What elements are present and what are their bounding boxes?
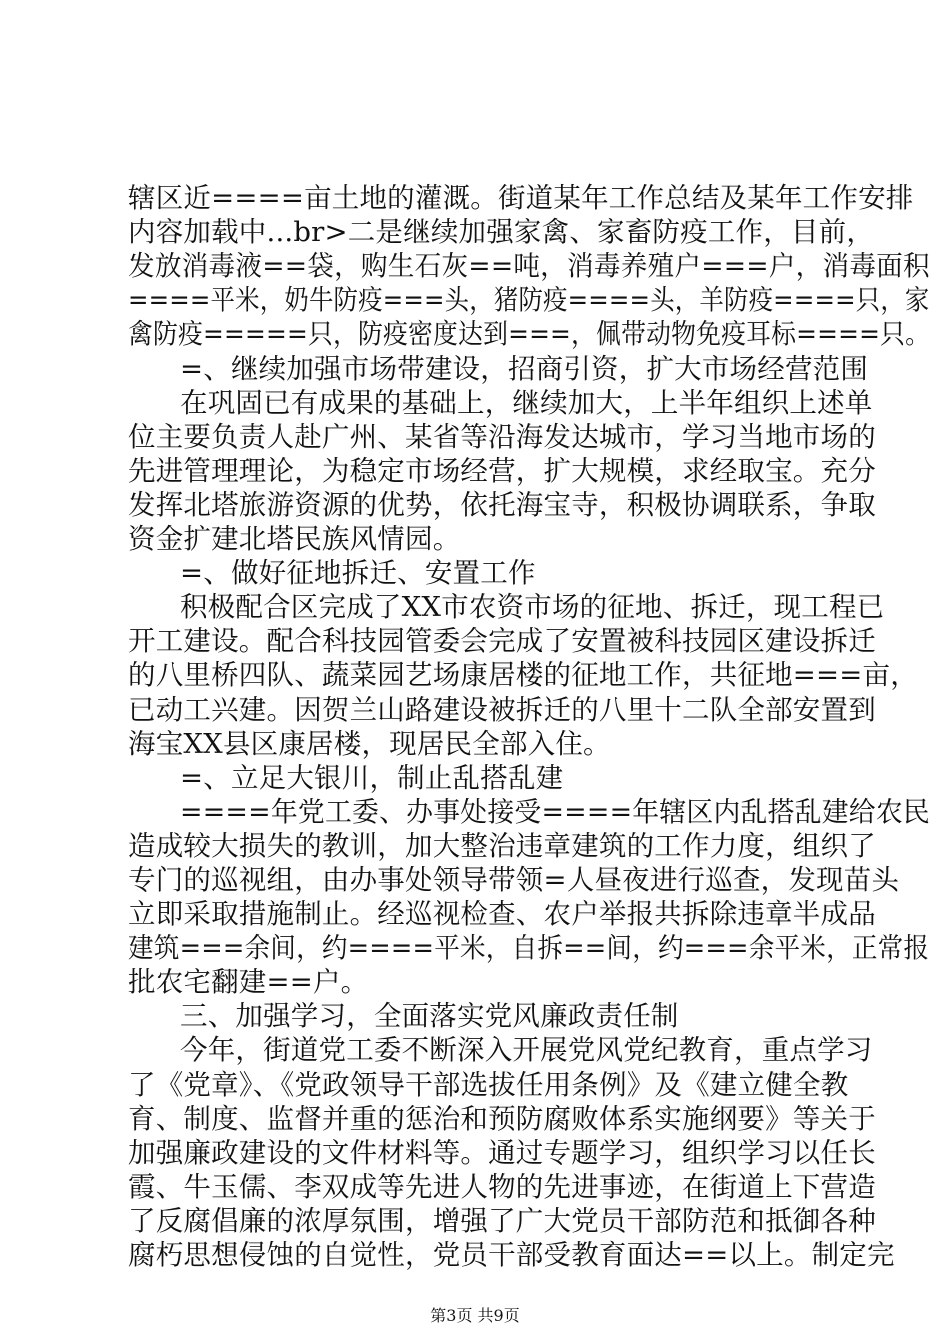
section-heading: =、立足大银川，制止乱搭乱建 [180,761,564,794]
body-text-line: 在巩固已有成果的基础上，继续加大，上半年组织上述单 [180,386,873,419]
body-text-line: 专门的巡视组，由办事处领导带领=人昼夜进行巡查，发现苗头 [128,863,900,896]
body-text-line: 积极配合区完成了XX市农资市场的征地、拆迁，现工程已 [180,591,885,624]
body-text-line: 发放消毒液==袋，购生石灰==吨，消毒养殖户===户，消毒面积 [128,250,930,283]
body-text-line: 今年，街道党工委不断深入开展党风党纪教育，重点学习 [180,1034,873,1067]
body-text-line: 霞、牛玉儒、李双成等先进人物的先进事迹，在街道上下营造 [128,1170,876,1203]
body-text-line: 海宝XX县区康居楼，现居民全部入住。 [128,727,611,760]
section-heading: =、继续加强市场带建设，招商引资，扩大市场经营范围 [180,352,869,385]
body-text-line: 腐朽思想侵蚀的自觉性，党员干部受教育面达==以上。制定完 [128,1239,895,1271]
body-text-line: 的八里桥四队、蔬菜园艺场康居楼的征地工作，共征地===亩， [128,659,918,692]
body-text-line: 建筑===余间，约====平米，自拆==间，约===余平米，正常报 [128,932,930,965]
body-text-line: 了《党章》、《党政领导干部选拔任用条例》及《建立健全教 [128,1068,849,1101]
body-text-line: 资金扩建北塔民族风情园。 [128,523,461,555]
body-text-line: 开工建设。配合科技园管委会完成了安置被科技园区建设拆迁 [128,625,876,658]
body-text-line: 禽防疫=====只，防疫密度达到===，佩带动物免疫耳标====只。 [128,318,931,351]
body-text-line: 了反腐倡廉的浓厚氛围，增强了广大党员干部防范和抵御各种 [128,1204,876,1237]
body-text-line: 已动工兴建。因贺兰山路建设被拆迁的八里十二队全部安置到 [128,693,876,726]
body-text-line: 育、制度、监督并重的惩治和预防腐败体系实施纲要》等关于 [128,1102,876,1135]
body-text-line: 加强廉政建设的文件材料等。通过专题学习，组织学习以任长 [128,1136,876,1169]
body-text-line: ====平米，奶牛防疫===头，猪防疫====头，羊防疫====只，家 [128,284,930,317]
body-text-line: 造成较大损失的教训，加大整治违章建筑的工作力度，组织了 [128,829,876,862]
body-text-line: 辖区近====亩土地的灌溉。街道某年工作总结及某年工作安排 [128,182,914,214]
body-text-line: 内容加载中...br>二是继续加强家禽、家畜防疫工作，目前， [128,216,875,249]
body-text-line: 发挥北塔旅游资源的优势，依托海宝寺，积极协调联系，争取 [128,488,876,521]
body-text-line: 先进管理理论，为稳定市场经营，扩大规模，求经取宝。充分 [128,454,876,487]
section-heading: 三、加强学习，全面落实党风廉政责任制 [180,1000,679,1033]
section-heading: =、做好征地拆迁、安置工作 [180,557,536,590]
page-footer: 第3页 共9页 [430,1306,520,1325]
body-text-line: 位主要负责人赴广州、某省等沿海发达城市，学习当地市场的 [128,420,876,453]
body-text-line: 批农宅翻建==户。 [128,966,369,999]
body-text-line: ====年党工委、办事处接受====年辖区内乱搭乱建给农民 [180,795,930,828]
body-text-line: 立即采取措施制止。经巡视检查、农户举报共拆除违章半成品 [128,898,876,930]
